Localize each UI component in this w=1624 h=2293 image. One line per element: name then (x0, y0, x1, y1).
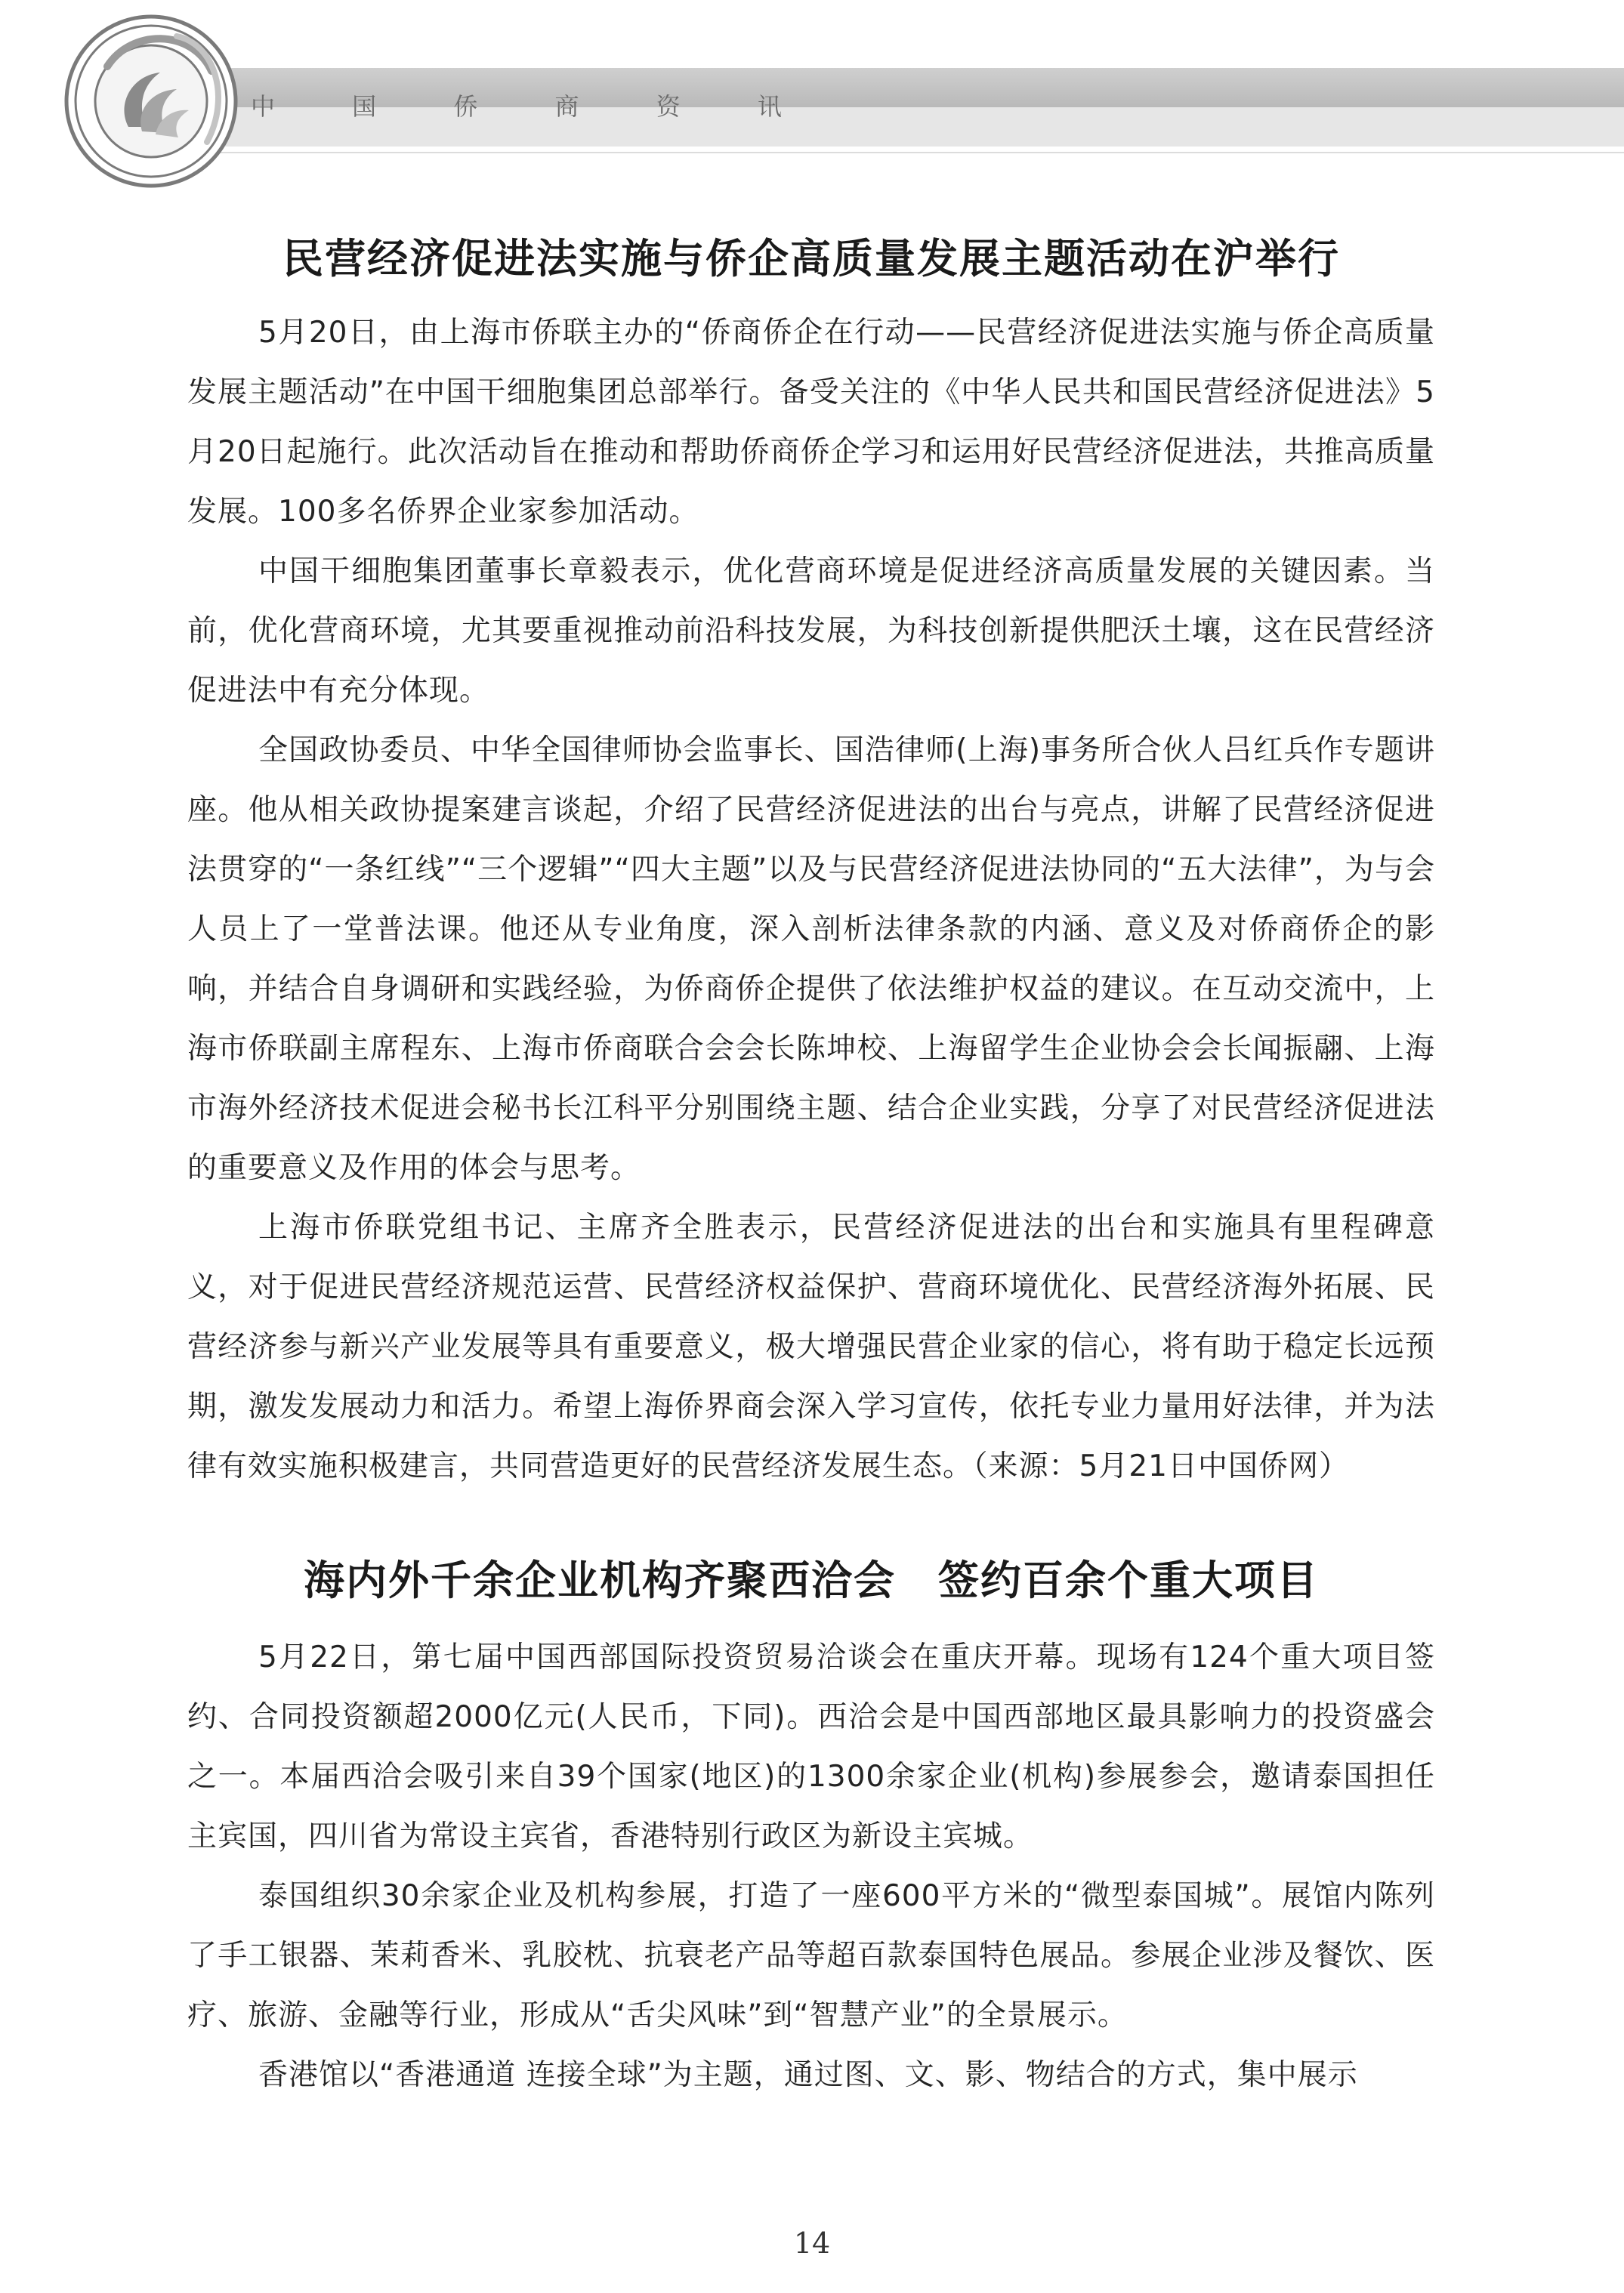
article-paragraph: 中国干细胞集团董事长章毅表示，优化营商环境是促进经济高质量发展的关键因素。当前，优化营商环境，尤其要重视推动前沿科技发展，为科技创新提供肥沃土壤，这在民营经济促进法中有充分体现。 (187, 554, 1435, 708)
article-title-part: 签约百余个重大项目 (938, 1557, 1319, 1604)
article-paragraph: 5月22日，第七届中国西部国际投资贸易洽谈会在重庆开幕。现场有124个重大项目签约、合同投资额超2000亿元(人民币，下同)。西洽会是中国西部地区最具影响力的投资盛会之一。本届西洽会吸引来自39个国家(地区)的1300余家企业(机构)参展参会，邀请泰国担任主宾国，四川省为常设主宾省，香港特别行政区为新设主宾城。 (187, 1640, 1435, 1853)
article-paragraph: 上海市侨联党组书记、主席齐全胜表示，民营经济促进法的出台和实施具有里程碑意义，对于促进民营经济规范运营、民营经济权益保护、营商环境优化、民营经济海外拓展、民营经济参与新兴产业发展等具有重要意义，极大增强民营企业家的信心，将有助于稳定长远预期，激发发展动力和活力。希望上海侨界商会深入学习宣传，依托专业力量用好法律，并为法律有效实施积极建言，共同营造更好的民营经济发展生态。（来源：5月21日中国侨网） (187, 1211, 1435, 1483)
article-title: 民营经济促进法实施与侨企高质量发展主题活动在沪举行 (283, 235, 1340, 282)
article-paragraph: 泰国组织30余家企业及机构参展，打造了一座600平方米的“微型泰国城”。展馆内陈列了手工银器、茉莉香米、乳胶枕、抗衰老产品等超百款泰国特色展品。参展企业涉及餐饮、医疗、旅游、金融等行业，形成从“舌尖风味”到“智慧产业”的全景展示。 (187, 1879, 1435, 2032)
header-divider (189, 152, 1624, 153)
logo-emblem-icon (63, 14, 239, 189)
article-title (187, 1548, 1435, 1606)
magazine-title: 中 国 侨 商 资 讯 (251, 92, 817, 121)
article-private-economy-law (187, 227, 1435, 1496)
article-paragraph: 5月20日，由上海市侨联主办的“侨商侨企在行动——民营经济促进法实施与侨企高质量发展主题活动”在中国干细胞集团总部举行。备受关注的《中华人民共和国民营经济促进法》5月20日起施行。此次活动旨在推动和帮助侨商侨企学习和运用好民营经济促进法，共推高质量发展。100多名侨界企业家参加活动。 (187, 316, 1435, 529)
page-header (0, 0, 1624, 211)
article-western-fair (187, 1548, 1435, 2105)
article-paragraph: 香港馆以“香港通道 连接全球”为主题，通过图、文、影、物结合的方式，集中展示 (258, 2058, 1358, 2092)
article-paragraph: 全国政协委员、中华全国律师协会监事长、国浩律师(上海)事务所合伙人吕红兵作专题讲座。他从相关政协提案建言谈起，介绍了民营经济促进法的出台与亮点，讲解了民营经济促进法贯穿的“一条红线”“三个逻辑”“四大主题”以及与民营经济促进法协同的“五大法律”，为与会人员上了一堂普法课。他还从专业角度，深入剖析法律条款的内涵、意义及对侨商侨企的影响，并结合自身调研和实践经验，为侨商侨企提供了依法维护权益的建议。在互动交流中，上海市侨联副主席程东、上海市侨商联合会会长陈坤校、上海留学生企业协会会长闻振翮、上海市海外经济技术促进会秘书长江科平分别围绕主题、结合企业实践，分享了对民营经济促进法的重要意义及作用的体会与思考。 (187, 733, 1435, 1185)
article-title-part: 海内外千余企业机构齐聚西洽会 (304, 1557, 896, 1604)
page-number: 14 (793, 2227, 831, 2260)
